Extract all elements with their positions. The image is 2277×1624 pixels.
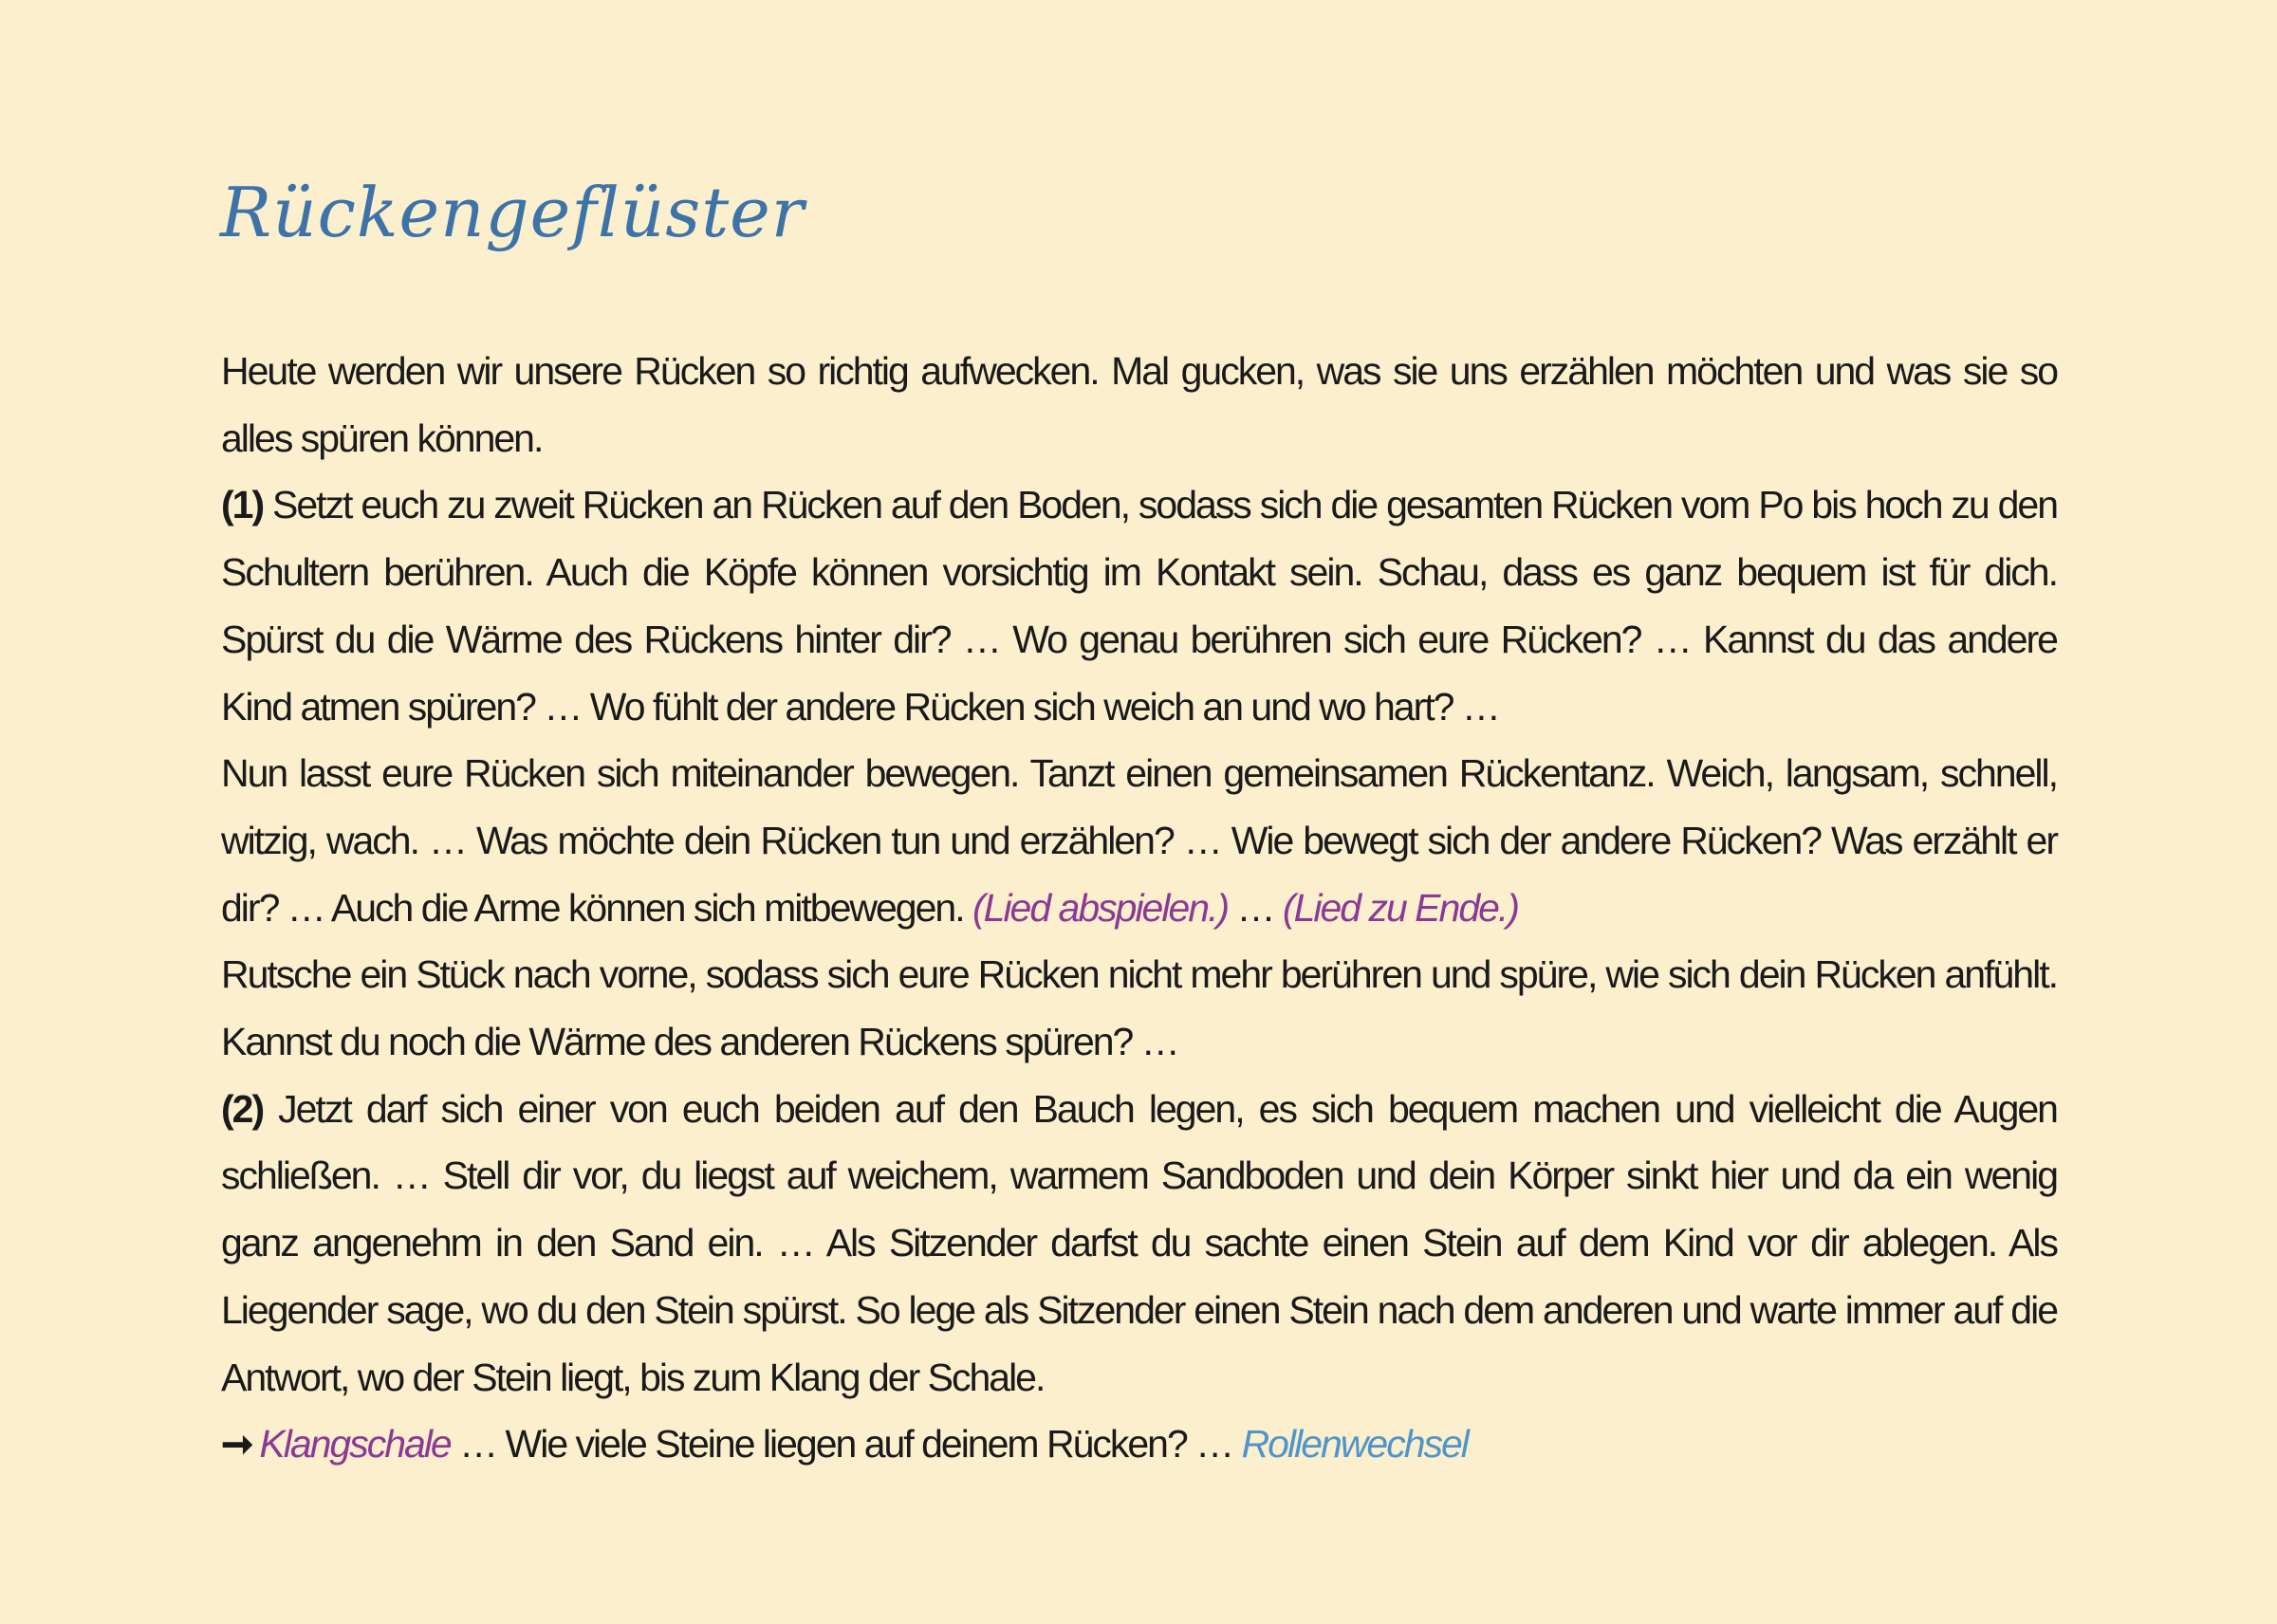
cue-play-song: (Lied abspielen.): [972, 885, 1229, 930]
step-1-text: Setzt euch zu zweit Rücken an Rücken auf den Boden, sodass sich die gesamten Rücken vom Po bis hoch zu den Schultern berühren. Auch die Köpfe können vorsichtig im Kontakt sein. Schau, dass es ganz bequem ist für dich. Spürst du die Wärme des Rückens hinter dir? … Wo genau berühren sich eure Rücken? … Kannst du das andere Kind atmen spüren? … Wo fühlt der andere Rücken sich weich an und wo hart? …: [221, 483, 2057, 729]
step-1-number: (1): [221, 483, 264, 527]
slide-text: Rutsche ein Stück nach vorne, sodass sich eure Rücken nicht mehr berühren und spüre, wie sich dein Rücken anfühlt. Kannst du noch die Wärme des anderen Rückens spüren? …: [221, 952, 2057, 1064]
final-text: … Wie viele Steine liegen auf deinem Rücken? …: [450, 1422, 1242, 1467]
step-1-paragraph: [221, 471, 2057, 740]
final-paragraph: [221, 1411, 2057, 1478]
step-2-text: Jetzt darf sich einer von euch beiden auf den Bauch legen, es sich bequem machen und vielleicht die Augen schließen. … Stell dir vor, du liegst auf weichem, warmem Sandboden und dein Körper sinkt hier und da ein wenig ganz angenehm in den Sand ein. … Als Sitzender darfst du sachte einen Stein auf dem Kind vor dir ablegen. Als Liegender sage, wo du den Stein spürst. So lege als Sitzender einen Stein nach dem anderen und warte immer auf die Antwort, wo der Stein liegt, bis zum Klang der Schale.: [221, 1086, 2057, 1399]
page-title: Rückengeflüster: [220, 173, 805, 252]
intro-text: Heute werden wir unsere Rücken so richtig aufwecken. Mal gucken, was sie uns erzählen möchten und was sie so alles spüren können.: [221, 349, 2057, 460]
cue-song-end: (Lied zu Ende.): [1282, 885, 1518, 930]
step-2-paragraph: [221, 1076, 2057, 1412]
body-text: [221, 338, 2057, 1478]
cue-klangschale: Klangschale: [259, 1422, 451, 1467]
intro-paragraph: [221, 338, 2057, 471]
dance-text: Nun lasst eure Rücken sich miteinander bewegen. Tanzt einen gemeinsamen Rückentanz. Weich, langsam, schnell, witzig, wach. … Was möchte dein Rücken tun und erzählen? … Wie bewegt sich der andere Rücken? Was erzählt er dir? … Auch die Arme können sich mitbewegen.: [221, 751, 2057, 930]
dance-paragraph: [221, 740, 2057, 941]
dance-ellipsis: …: [1228, 885, 1283, 930]
cue-rollenwechsel: Rollenwechsel: [1241, 1422, 1468, 1467]
slide-paragraph: [221, 941, 2057, 1075]
step-2-number: (2): [221, 1086, 264, 1131]
arrow-right-icon: ➞: [221, 1422, 252, 1467]
